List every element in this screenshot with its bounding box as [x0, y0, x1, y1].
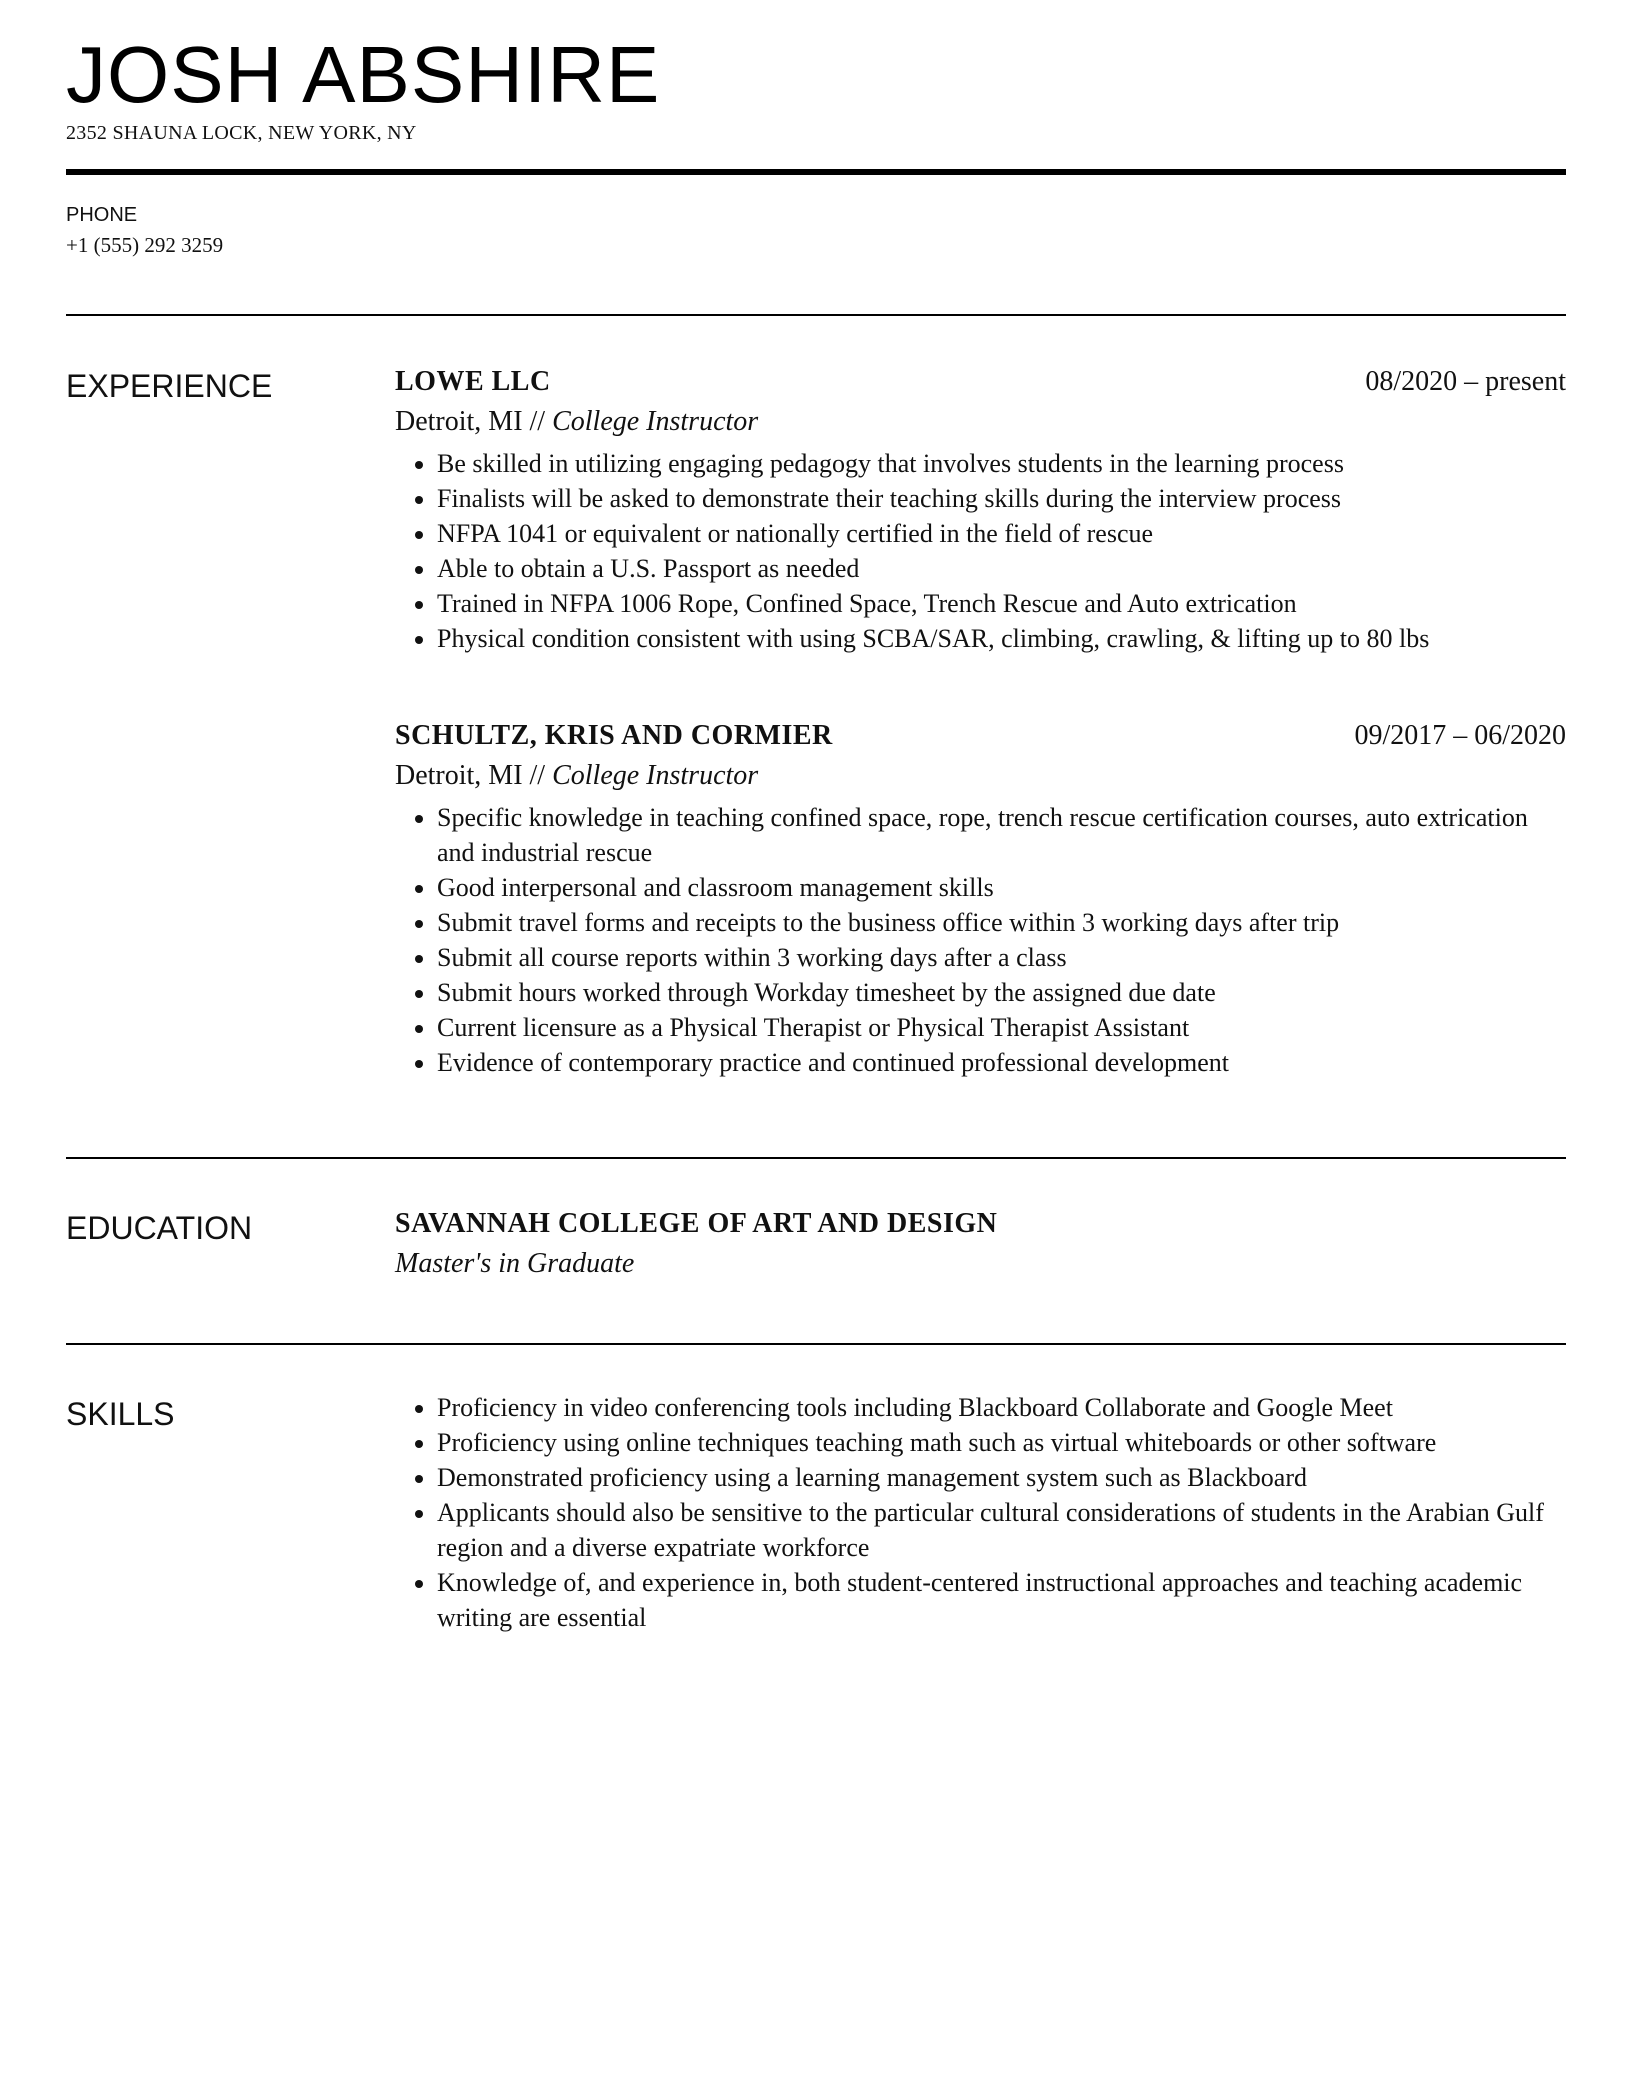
- phone-label: PHONE: [66, 204, 138, 226]
- job-location: Detroit, MI: [395, 406, 523, 437]
- list-item: • Finalists will be asked to demonstrate their teaching skills during the interview process: [437, 481, 1566, 516]
- list-item: • Current licensure as a Physical Therapist or Physical Therapist Assistant: [437, 1010, 1566, 1045]
- candidate-address: 2352 SHAUNA LOCK, NEW YORK, NY: [66, 122, 417, 144]
- school-name: SAVANNAH COLLEGE OF ART AND DESIGN: [395, 1208, 998, 1239]
- job-role: College Instructor: [552, 760, 759, 791]
- job-header: [395, 716, 1566, 756]
- header-divider: [66, 169, 1566, 175]
- section-divider: [66, 1157, 1566, 1159]
- list-item: • Demonstrated proficiency using a learning management system such as Blackboard: [437, 1460, 1566, 1495]
- list-item: • Proficiency in video conferencing tools including Blackboard Collaborate and Google Meet: [437, 1390, 1566, 1425]
- candidate-name: JOSH ABSHIRE: [66, 30, 661, 119]
- skills-heading: SKILLS: [66, 1396, 175, 1432]
- section-divider: [66, 314, 1566, 316]
- education-heading: EDUCATION: [66, 1210, 253, 1246]
- company-name: SCHULTZ, KRIS AND CORMIER: [395, 720, 833, 751]
- role-separator: //: [522, 760, 553, 791]
- list-item: • Specific knowledge in teaching confined space, rope, trench rescue certification courses, auto extrication and industrial rescue: [437, 800, 1566, 870]
- job-role: College Instructor: [552, 406, 759, 437]
- list-item: • Able to obtain a U.S. Passport as needed: [437, 551, 1566, 586]
- degree: Master's in Graduate: [395, 1248, 635, 1279]
- role-separator: //: [522, 406, 553, 437]
- education-section: [395, 1204, 1566, 1284]
- list-item: • Trained in NFPA 1006 Rope, Confined Space, Trench Rescue and Auto extrication: [437, 586, 1566, 621]
- list-item: • Be skilled in utilizing engaging pedagogy that involves students in the learning process: [437, 446, 1566, 481]
- section-divider: [66, 1343, 1566, 1345]
- job-header: [395, 362, 1566, 402]
- company-name: LOWE LLC: [395, 366, 551, 397]
- list-item: • NFPA 1041 or equivalent or nationally certified in the field of rescue: [437, 516, 1566, 551]
- experience-heading: EXPERIENCE: [66, 368, 273, 404]
- experience-section: [395, 362, 1566, 1080]
- list-item: • Physical condition consistent with using SCBA/SAR, climbing, crawling, & lifting up to 80 lbs: [437, 621, 1566, 656]
- job-dates: 09/2017 – 06/2020: [1354, 720, 1566, 751]
- job-entry: [395, 362, 1566, 656]
- list-item: • Submit travel forms and receipts to the business office within 3 working days after trip: [437, 905, 1566, 940]
- job-location-role: [395, 756, 1566, 796]
- skills-list: [395, 1390, 1566, 1635]
- skills-section: [395, 1390, 1566, 1635]
- job-duties-list: [395, 800, 1566, 1080]
- job-duties-list: [395, 446, 1566, 656]
- list-item: • Knowledge of, and experience in, both student-centered instructional approaches and teaching academic writing are essential: [437, 1565, 1566, 1635]
- job-entry: [395, 716, 1566, 1080]
- list-item: • Evidence of contemporary practice and continued professional development: [437, 1045, 1566, 1080]
- phone-number: +1 (555) 292 3259: [66, 233, 224, 257]
- list-item: • Good interpersonal and classroom management skills: [437, 870, 1566, 905]
- job-location-role: [395, 402, 1566, 442]
- list-item: • Applicants should also be sensitive to the particular cultural considerations of students in the Arabian Gulf region and a diverse expatriate workforce: [437, 1495, 1566, 1565]
- list-item: • Submit hours worked through Workday timesheet by the assigned due date: [437, 975, 1566, 1010]
- job-location: Detroit, MI: [395, 760, 523, 791]
- job-dates: 08/2020 – present: [1365, 366, 1566, 397]
- list-item: • Submit all course reports within 3 working days after a class: [437, 940, 1566, 975]
- list-item: • Proficiency using online techniques teaching math such as virtual whiteboards or other software: [437, 1425, 1566, 1460]
